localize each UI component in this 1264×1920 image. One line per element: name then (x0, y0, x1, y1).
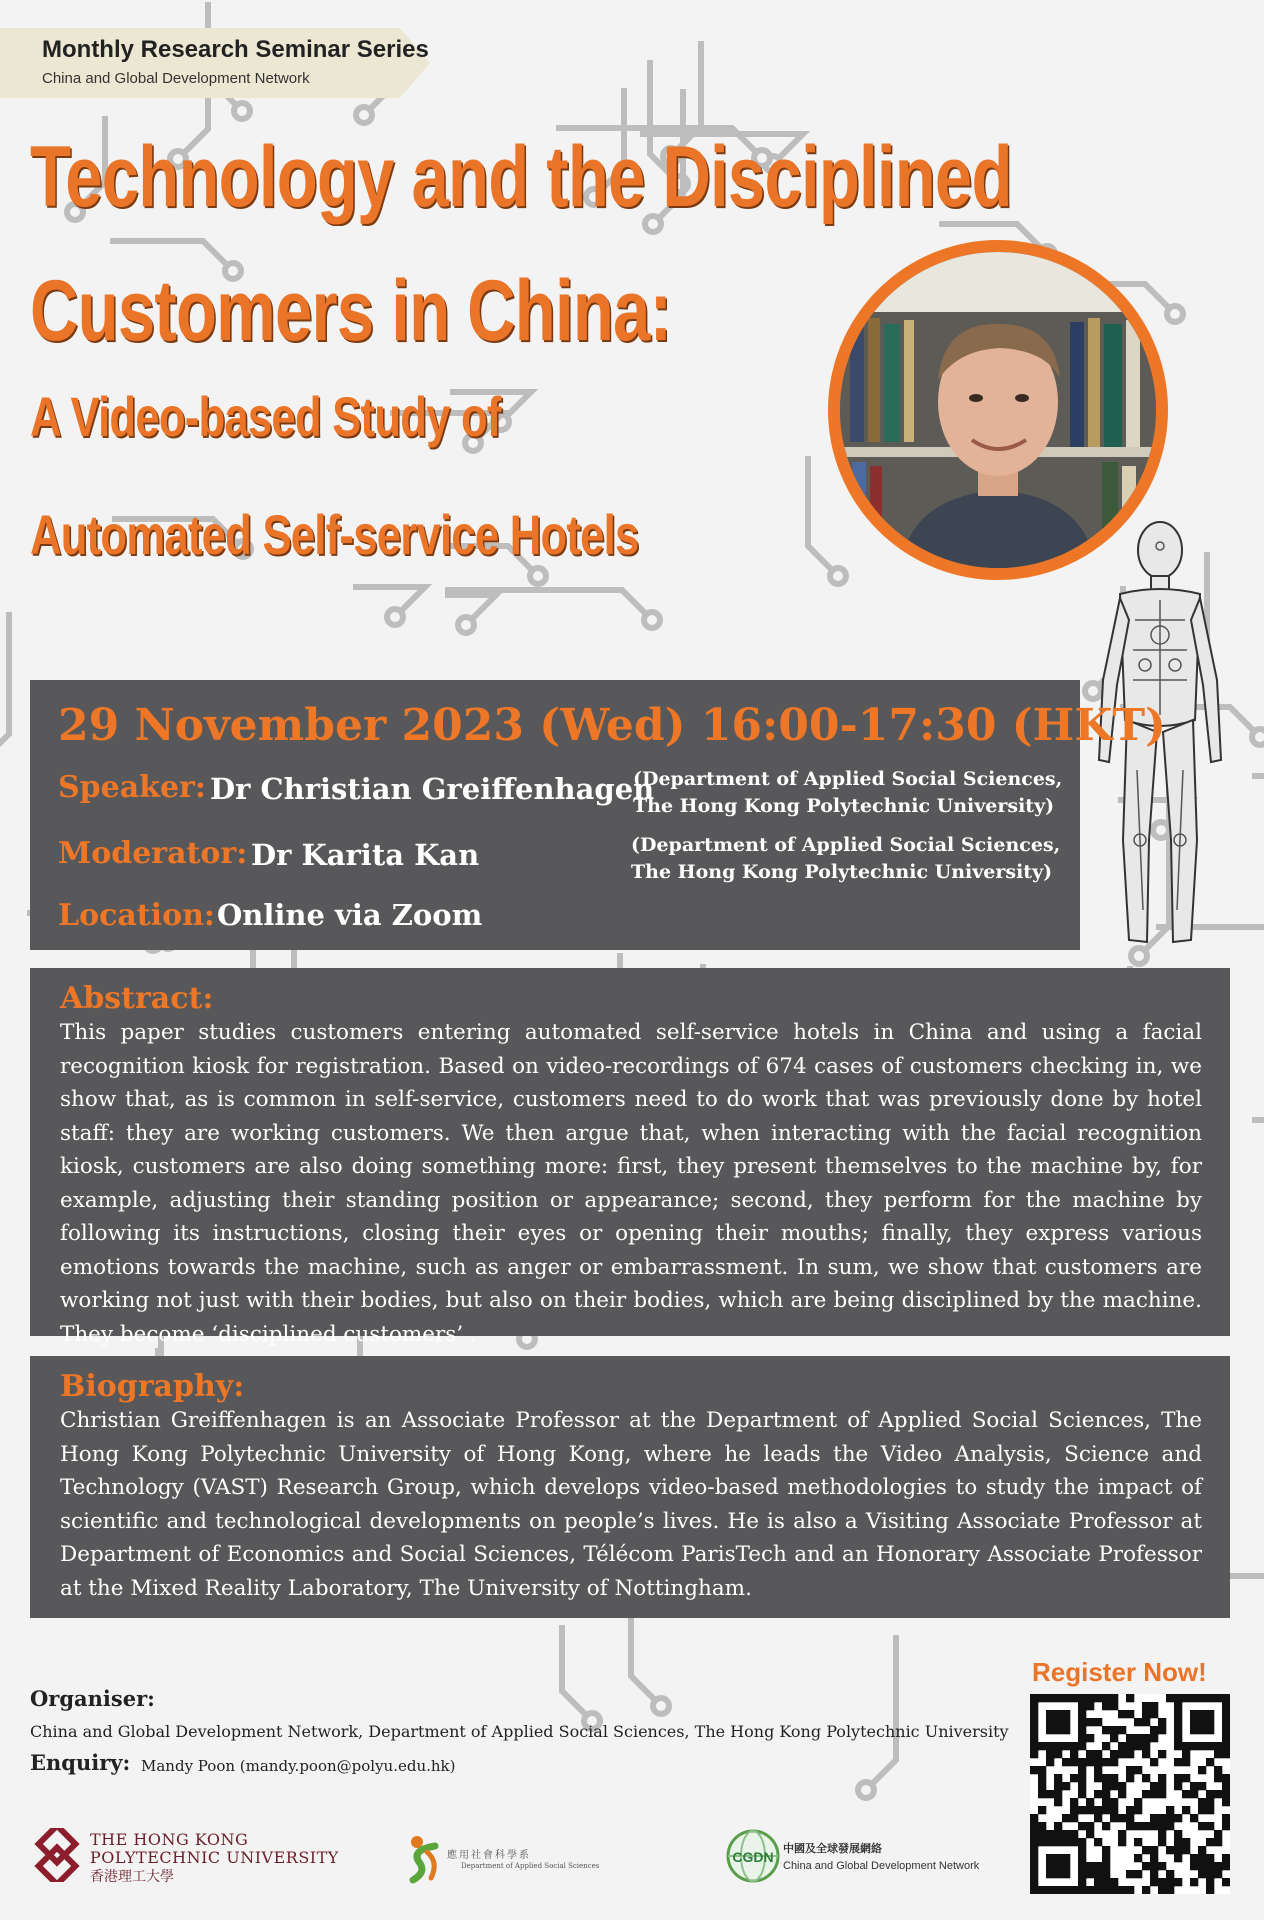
cgdn-globe-icon (725, 1828, 781, 1884)
abstract-panel (30, 968, 1230, 1347)
location-value: Online via Zoom (217, 898, 483, 932)
organiser-text: China and Global Development Network, Department of Applied Social Sciences, The Hong Kong Polytechnic University (30, 1722, 1009, 1741)
registration-qr-code[interactable] (1030, 1694, 1230, 1894)
polyu-logo (30, 1828, 339, 1888)
location-label: Location: (58, 898, 215, 933)
seminar-subtitle-line-1: A Video-based Study of (30, 385, 501, 448)
moderator-affiliation-line-1: (Department of Applied Social Sciences, (631, 834, 1061, 856)
biography-body: Christian Greiffenhagen is an Associate Professor at the Department of Applied Social Sciences, The Hong Kong Polytechnic University of Hong Kong, where he leads the Video Analysis, Science and Technology (VAST) Research Group, which develops video-based methodologies to study the impact of scientific and technological developments on people’s lives. He is also a Visiting Associate Professor at Department of Economics and Social Sciences, Télécom ParisTech and an Honorary Associate Professor at the Mixed Reality Laboratory, The University of Nottingham. (60, 1408, 1202, 1601)
organiser-label: Organiser: (30, 1686, 155, 1711)
seminar-title-line-1: Technology and the Disciplined (30, 129, 1012, 225)
polyu-name-line-2: POLYTECHNIC UNIVERSITY (90, 1848, 339, 1867)
moderator-label: Moderator: (58, 836, 248, 871)
series-network: China and Global Development Network (42, 70, 310, 87)
moderator-name: Dr Karita Kan (251, 838, 480, 872)
series-title: Monthly Research Seminar Series (42, 36, 429, 63)
seminar-subtitle-line-2: Automated Self-service Hotels (30, 503, 639, 566)
apss-emblem-icon (405, 1832, 445, 1884)
speaker-affiliation (633, 766, 1062, 820)
abstract-body: This paper studies customers entering automated self-service hotels in China and using a facial recognition kiosk for registration. Based on video-recordings of 674 cases of customers checking in, we show that, as is common in self-service, customers need to do work that was previously done by hotel staff: they are working customers. We then argue that, when interacting with the facial recognition kiosk, customers are also doing something more: first, they present themselves to the machine by, for example, adjusting their standing position or appearance; second, they perform for the machine by following its instructions, closing their eyes or opening their mouths; finally, they express various emotions towards the machine, such as anger or embarrassment. In sum, we show that customers are working not just with their bodies, but also on their bodies, which are being disciplined by the machine. They become ‘disciplined customers’ . (60, 1020, 1202, 1347)
biography-heading: Biography: (60, 1369, 245, 1404)
cgdn-name-english: China and Global Development Network (783, 1860, 980, 1872)
polyu-emblem-icon (30, 1828, 84, 1882)
enquiry-contact[interactable]: Mandy Poon (mandy.poon@polyu.edu.hk) (141, 1757, 456, 1775)
cgdn-name-chinese: 中國及全球發展網絡 (783, 1842, 882, 1855)
abstract-heading: Abstract: (60, 981, 214, 1016)
polyu-name-line-1: THE HONG KONG (90, 1830, 249, 1849)
speaker-affiliation-line-2: The Hong Kong Polytechnic University) (633, 795, 1055, 817)
speaker-affiliation-line-1: (Department of Applied Social Sciences, (633, 768, 1063, 790)
cgdn-mark-text: CGDN (732, 1849, 774, 1865)
speaker-name: Dr Christian Greiffenhagen (210, 772, 655, 806)
apss-name-english: Department of Applied Social Sciences (461, 1862, 600, 1870)
speaker-label: Speaker: (58, 770, 206, 805)
polyu-name-chinese: 香港理工大學 (90, 1869, 174, 1885)
cgdn-logo (725, 1828, 995, 1888)
seminar-title-line-2: Customers in China: (30, 263, 672, 359)
moderator-affiliation (631, 832, 1060, 886)
moderator-affiliation-line-2: The Hong Kong Polytechnic University) (631, 861, 1053, 883)
apss-logo (405, 1832, 635, 1888)
enquiry-label: Enquiry: (30, 1750, 131, 1775)
register-now-label: Register Now! (1032, 1657, 1207, 1687)
event-datetime: 29 November 2023 (Wed) 16:00-17:30 (HKT) (58, 700, 1166, 751)
apss-name-chinese: 應用社會科學系 (447, 1850, 531, 1861)
biography-panel (30, 1356, 1230, 1618)
